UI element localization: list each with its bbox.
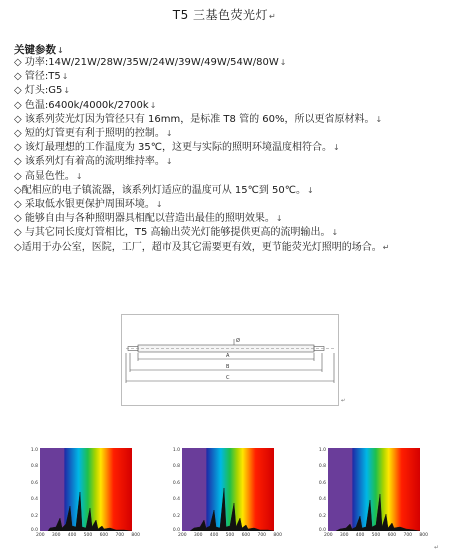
param-line: ◇ 短的灯管更有利于照明的控制。↓ <box>14 128 173 140</box>
x-ticks: 200 300 400 500 600 700 800 <box>324 533 428 538</box>
document-title: T5 三基色荧光灯↵ <box>172 8 277 22</box>
tube-drawing <box>122 315 338 405</box>
diagram-end-mark: ↵ <box>341 398 346 404</box>
param-line: ◇ 该灯最理想的工作温度为 35℃，这更与实际的照明环境温度相符合。↓ <box>14 142 340 154</box>
spectrum-lines <box>328 448 420 531</box>
key-parameters-heading: 关键参数↓ <box>14 44 64 56</box>
param-line: ◇ 功率:14W/21W/28W/35W/24W/39W/49W/54W/80W↓ <box>14 57 287 68</box>
param-line: ◇ 该系列荧光灯因为管径只有 16mm，是标准 T8 管的 60%，所以更省原材料。↓ <box>14 113 383 125</box>
spectrum-chart-6400k: 1.0 0.8 0.6 0.4 0.2 0.0 200 300 400 500 600 700 800 <box>30 448 140 538</box>
spectrum-plot <box>328 448 420 531</box>
spectrum-plot <box>40 448 132 531</box>
dimension-label-a: A <box>226 353 230 359</box>
spectrum-lines <box>182 448 274 531</box>
parameter-list <box>14 56 446 255</box>
param-line: ◇适用于办公室，医院，工厂，超市及其它需要更有效，更节能荧光灯照明的场合。↵ <box>14 241 390 253</box>
param-line: ◇ 高显色性。↓ <box>14 170 83 182</box>
spectrum-chart-4000k: 1.0 0.8 0.6 0.4 0.2 0.0 200 300 400 500 600 700 800 <box>172 448 282 538</box>
dimension-label-c: C <box>226 375 230 381</box>
x-ticks: 200 300 400 500 600 700 800 <box>178 533 282 538</box>
document-end-mark: ↵ <box>433 544 439 551</box>
diameter-mark: Ø <box>236 338 240 344</box>
param-line: ◇ 采取低水银更保护周围环境。↓ <box>14 199 163 211</box>
spectrum-chart-2700k: 1.0 0.8 0.6 0.4 0.2 0.0 200 300 400 500 600 700 800 <box>318 448 428 538</box>
param-line: ◇ 灯头:G5↓ <box>14 85 71 97</box>
param-line: ◇ 能够自由与各种照明器具相配以营造出最佳的照明效果。↓ <box>14 213 283 225</box>
param-line: ◇ 该系列灯有着高的流明维持率。↓ <box>14 156 173 168</box>
tube-dimension-diagram <box>121 314 339 406</box>
spectrum-charts <box>0 436 449 553</box>
dimension-label-b: B <box>226 364 230 370</box>
param-line: ◇配相应的电子镇流器，该系列灯适应的温度可从 15℃到 50℃。↓ <box>14 184 314 196</box>
param-line: ◇ 管径:T5↓ <box>14 71 69 83</box>
spectrum-lines <box>40 448 132 531</box>
spectrum-plot <box>182 448 274 531</box>
param-line: ◇ 与其它同长度灯管相比，T5 高输出荧光灯能够提供更高的流明输出。↓ <box>14 227 339 239</box>
x-ticks: 200 300 400 500 600 700 800 <box>36 533 140 538</box>
param-line: ◇ 色温:6400k/4000k/2700k↓ <box>14 99 157 111</box>
